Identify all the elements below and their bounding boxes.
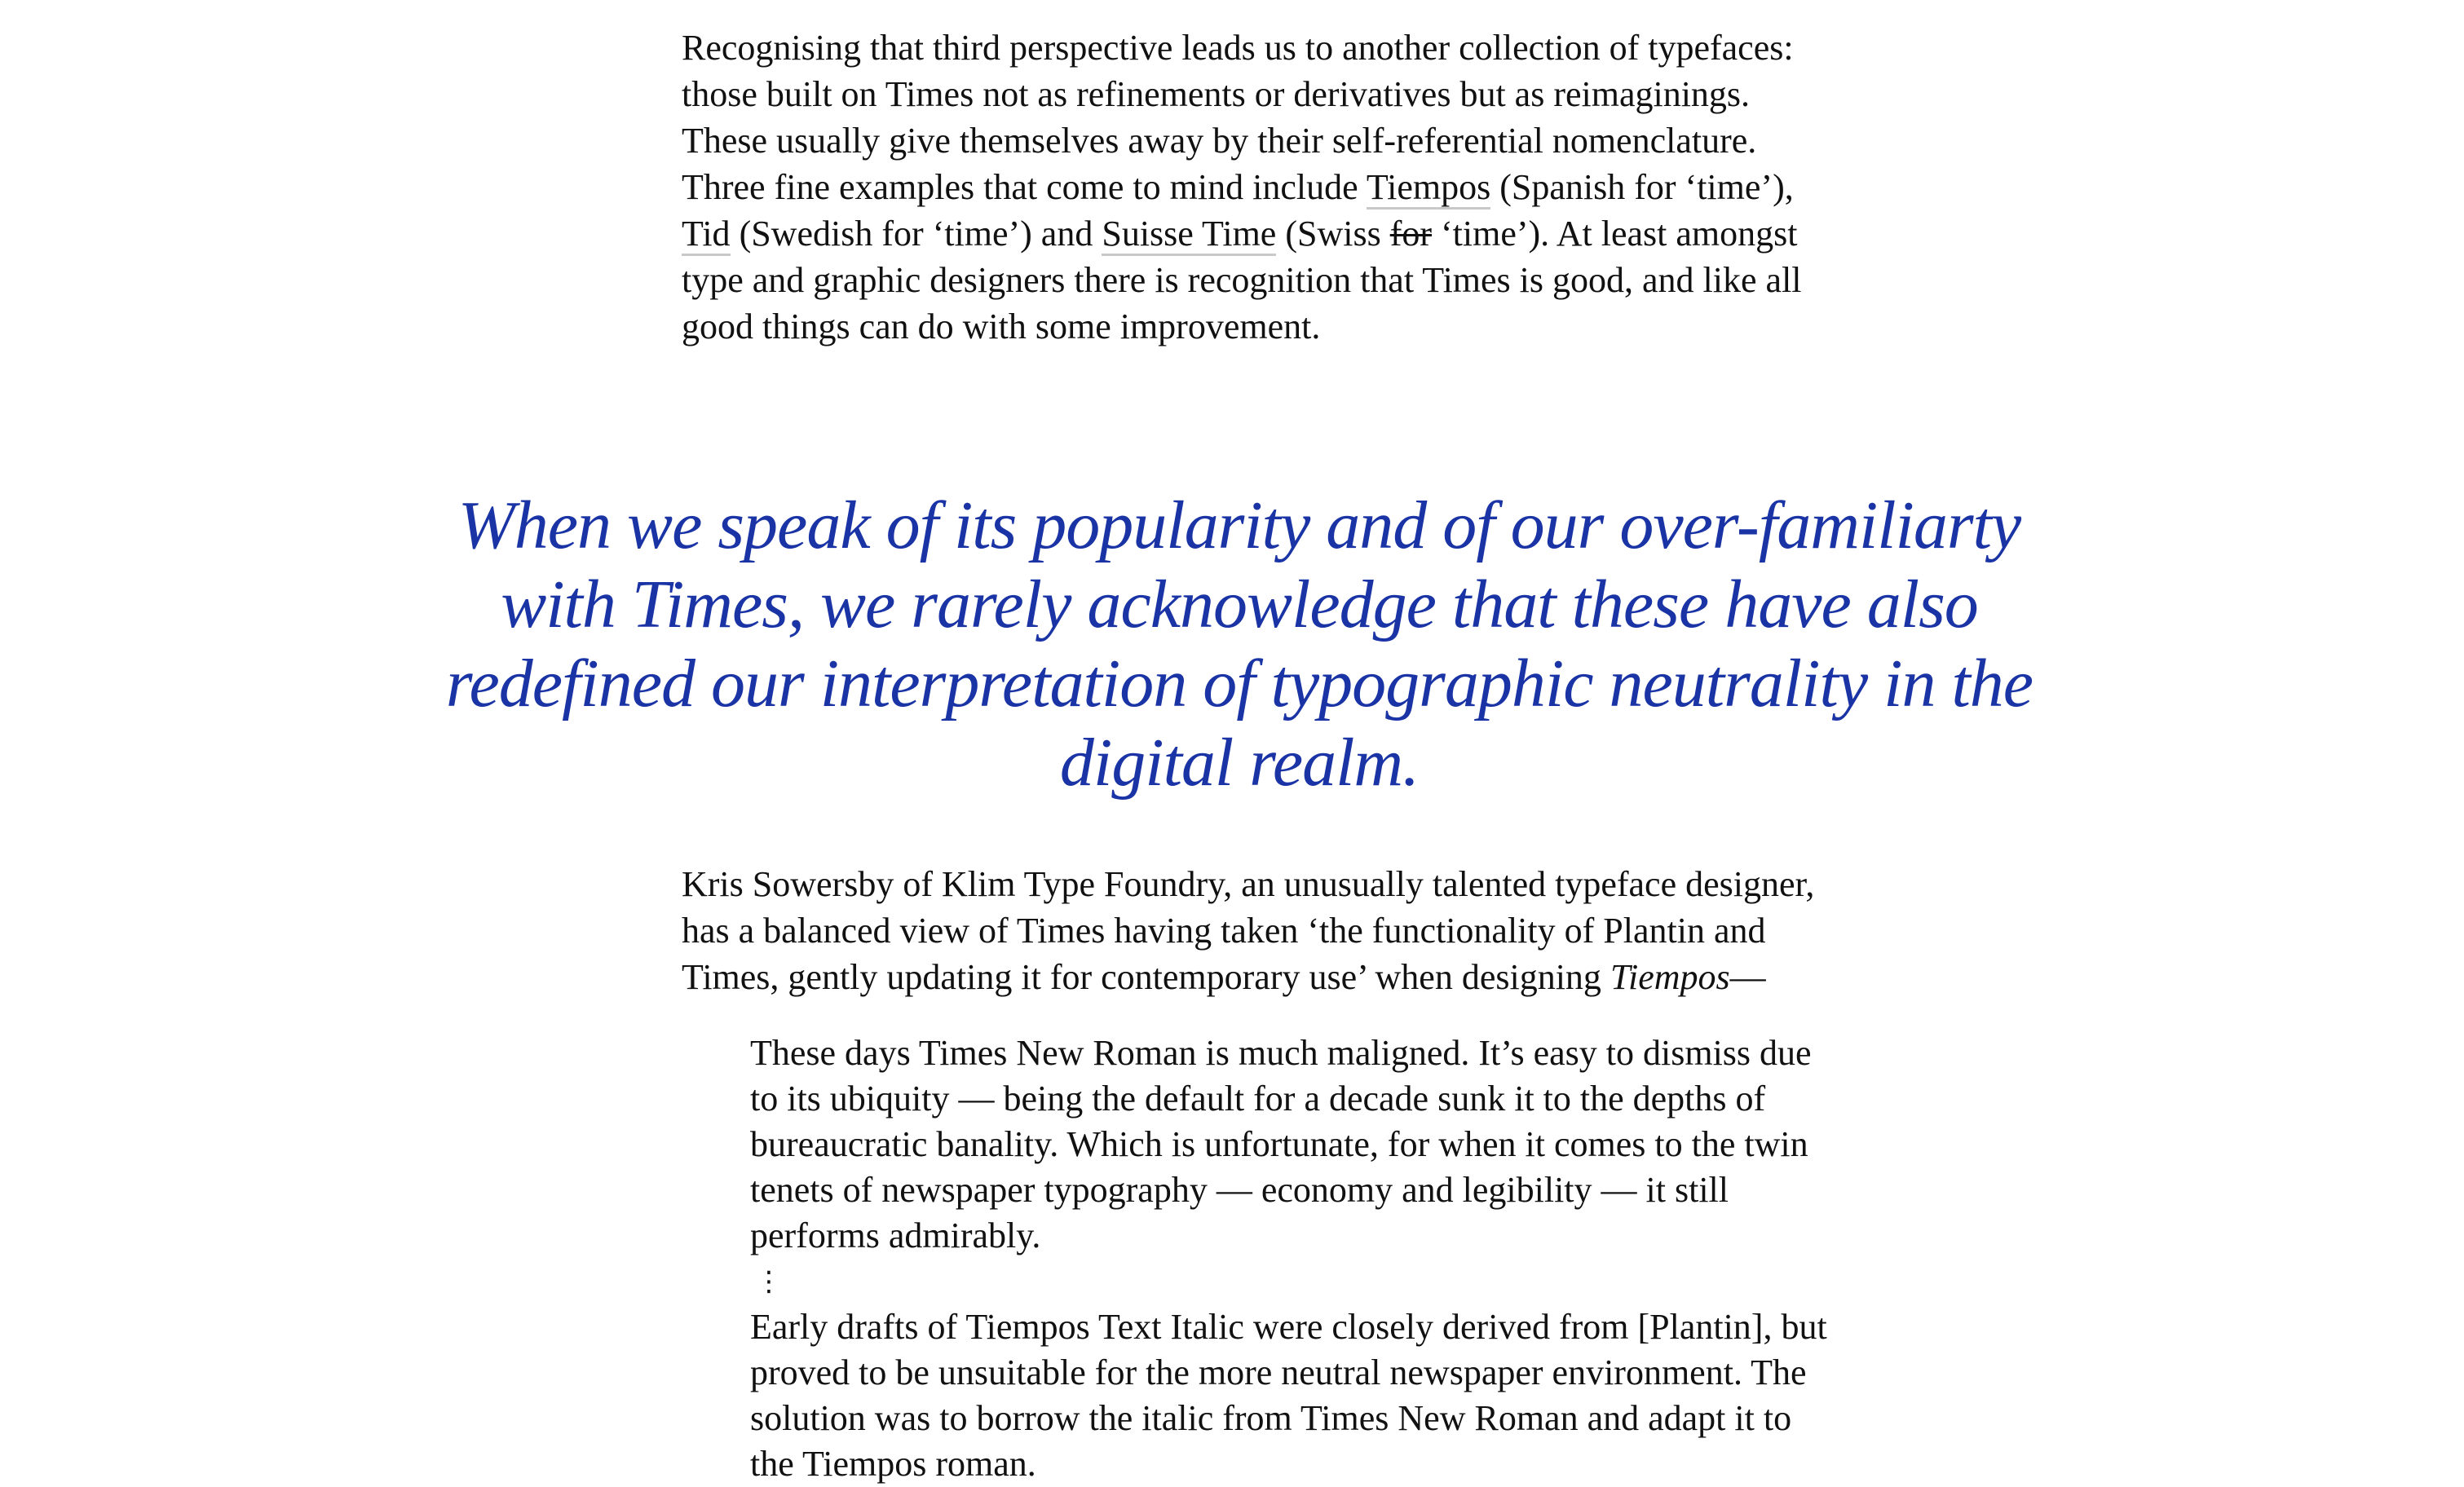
vertical-ellipsis: ⋮: [755, 1265, 783, 1298]
paragraph-text: (Swiss: [1276, 214, 1390, 254]
paragraph-text: (Swedish for ‘time’) and: [730, 214, 1102, 254]
paragraph-text: Recognising that third perspective leads us to another collection of typefaces: those built on Times not as refinements or derivatives but as reimaginings. These usually give themselves away by their self-referential nomenclature. Three fine examples that come to mind include: [682, 28, 1794, 207]
paragraph-text: —: [1729, 957, 1766, 997]
link-tid[interactable]: Tid: [682, 214, 731, 256]
body-paragraph-kris-sowersby: [682, 861, 1823, 1000]
struck-through-word: for: [1389, 214, 1433, 254]
italic-typeface-name: Tiempos: [1610, 957, 1730, 997]
paragraph-text: Kris Sowersby of Klim Type Foundry, an unusually talented typeface designer, has a balanced view of Times having taken ‘the functionality of Plantin and Times, gently updating it for contemporary use’ when designing: [682, 864, 1815, 997]
block-quote-part-1: These days Times New Roman is much maligned. It’s easy to dismiss due to its ubiquity — being the default for a decade sunk it to the depths of bureaucratic banality. Which is unfortunate, for when it comes to the twin tenets of newspaper typography — economy and legibility — it still performs admirably.: [750, 1033, 1812, 1255]
pull-quote: When we speak of its popularity and of our over-familiarty with Times, we rarely acknowledge that these have also redefined our interpretation of typographic neutrality in the digital realm.: [445, 488, 2033, 801]
link-tiempos[interactable]: Tiempos: [1367, 167, 1490, 210]
block-quote-part-2: Early drafts of Tiempos Text Italic were closely derived from [Plantin], but proved to be unsuitable for the more neutral newspaper environment. The solution was to borrow the italic from Times New Roman and adapt it to the Tiempos roman.: [750, 1307, 1827, 1484]
paragraph-text: ‘time’). At least amongst type and graphic designers there is recognition that Times is good, and like all good things can do with some improvement.: [682, 214, 1802, 346]
paragraph-text: (Spanish for ‘time’),: [1490, 167, 1794, 207]
body-paragraph-times-reimaginings: [682, 24, 1823, 350]
block-quote: [750, 1030, 1835, 1487]
link-suisse-time[interactable]: Suisse Time: [1102, 214, 1276, 256]
